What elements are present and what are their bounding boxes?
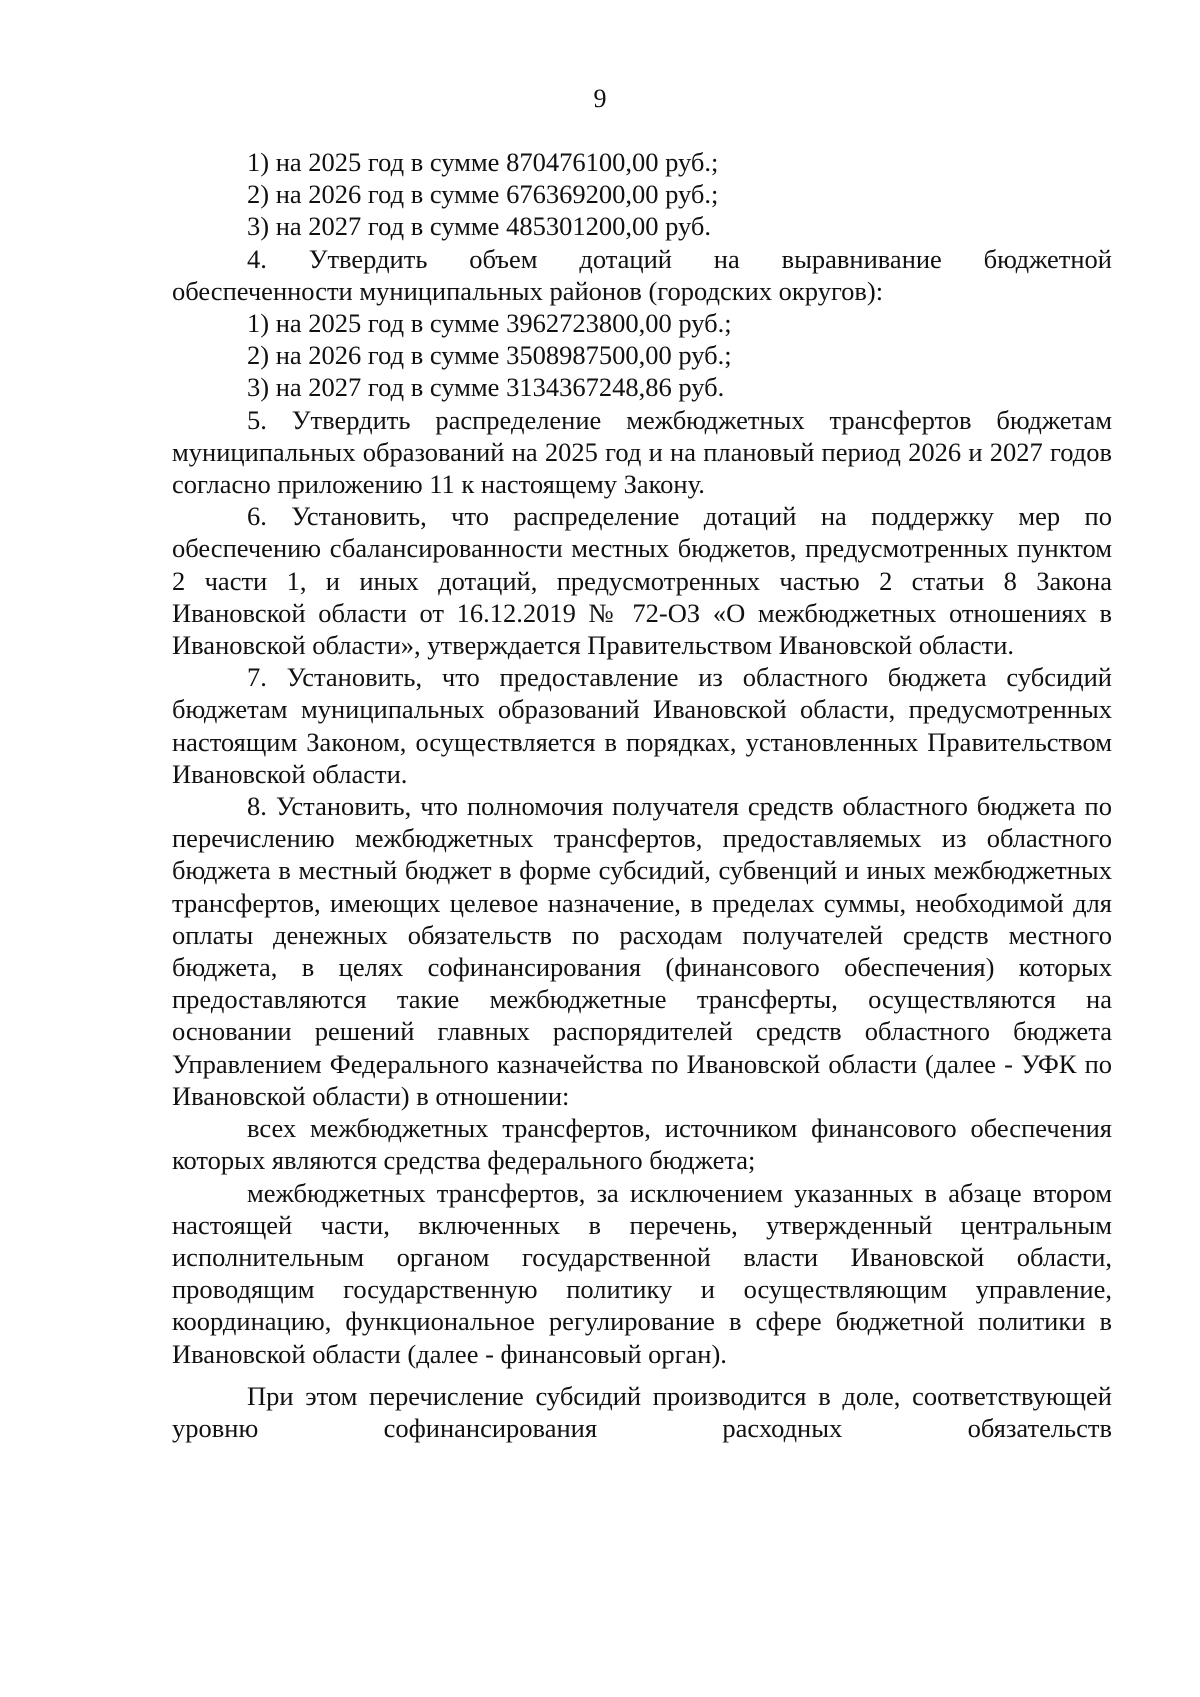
paragraph-federal-transfers: всех межбюджетных трансфертов, источником финансового обеспечения которых являются средства федерального бюджета; [172,1113,1112,1176]
list-item: 2) на 2026 год в сумме 676369200,00 руб.; [247,179,719,210]
paragraph-item-6: 6. Установить, что распределение дотаций на поддержку мер по обеспечению сбалансированности местных бюджетов, предусмотренных пунктом 2 части 1, и иных дотаций, предусмотренных частью 2 статьи 8 Закона Ивановской области от 16.12.2019 № 72-ОЗ «О межбюджетных отношениях в Ивановской области», утверждается Правительством Ивановской области. [172,501,1112,661]
paragraph-item-5: 5. Утвердить распределение межбюджетных трансфертов бюджетам муниципальных образований на 2025 год и на плановый период 2026 и 2027 годов согласно приложению 11 к настоящему Закону. [172,404,1112,500]
paragraph-item-7: 7. Установить, что предоставление из областного бюджета субсидий бюджетам муниципальных образований Ивановской области, предусмотренных настоящим Законом, осуществляется в порядках, установленных Правительством Ивановской области. [172,662,1112,789]
paragraph-item-4 [172,243,1112,307]
list-item: 2) на 2026 год в сумме 3508987500,00 руб.; [247,340,732,371]
document-body [172,146,1112,1444]
page-number: 9 [593,84,607,113]
list-item: 1) на 2025 год в сумме 870476100,00 руб.; [247,147,719,177]
paragraph-other-transfers: межбюджетных трансфертов, за исключением указанных в абзаце втором настоящей части, включенных в перечень, утвержденный центральным исполнительным органом государственной власти Ивановской области, проводящим государственную политику и осуществляющим управление, координацию, функциональное регулирование в сфере бюджетной политики в Ивановской области (далее - финансовый орган). [172,1177,1112,1369]
paragraph-line: 4. Утвердить объем дотаций на выравнивание бюджетной [247,243,1112,274]
list-item: 3) на 2027 год в сумме 3134367248,86 руб. [247,372,725,403]
paragraph-subsidy-transfer: При этом перечисление субсидий производится в доле, соответствующей уровню софинансирования расходных обязательств [172,1380,1112,1443]
paragraph-line: обеспеченности муниципальных районов (городских округов): [172,275,884,306]
paragraph-item-8: 8. Установить, что полномочия получателя средств областного бюджета по перечислению межбюджетных трансфертов, предоставляемых из областного бюджета в местный бюджет в форме субсидий, субвенций и иных межбюджетных трансфертов, имеющих целевое назначение, в пределах суммы, необходимой для оплаты денежных обязательств по расходам получателей средств местного бюджета, в целях софинансирования (финансового обеспечения) которых предоставляются такие межбюджетные трансферты, осуществляются на основании решений главных распорядителей средств областного бюджета Управлением Федерального казначейства по Ивановской области (далее - УФК по Ивановской области) в отношении: [172,791,1112,1111]
list-item: 1) на 2025 год в сумме 3962723800,00 руб.; [247,308,732,339]
list-item: 3) на 2027 год в сумме 485301200,00 руб. [247,211,711,242]
